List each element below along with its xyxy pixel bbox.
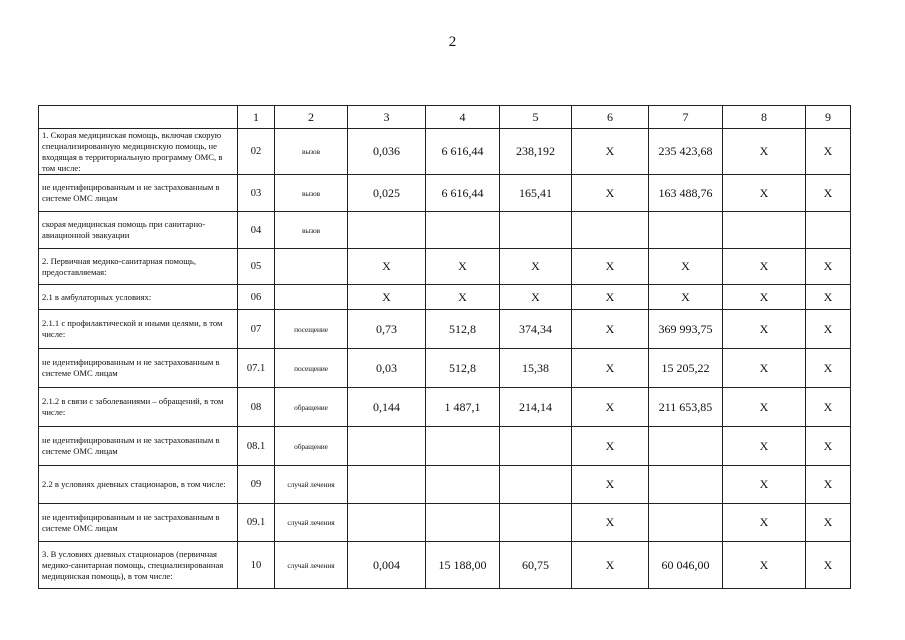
value-cell: 0,025 [348, 175, 426, 212]
value-cell: Х [723, 504, 806, 542]
value-cell: Х [572, 129, 649, 175]
value-cell: Х [572, 310, 649, 349]
table-row [39, 427, 851, 466]
row-code: 06 [238, 285, 275, 310]
row-code: 09 [238, 466, 275, 504]
table-row [39, 542, 851, 589]
row-code: 05 [238, 249, 275, 285]
row-code: 07 [238, 310, 275, 349]
table-row [39, 129, 851, 175]
value-cell: 15,38 [500, 349, 572, 388]
unit-of-measure [275, 285, 348, 310]
row-label: не идентифицированным и не застрахованным в системе ОМС лицам [39, 175, 238, 212]
value-cell: Х [426, 285, 500, 310]
unit-of-measure: вызов [275, 212, 348, 249]
row-code: 08 [238, 388, 275, 427]
value-cell [426, 504, 500, 542]
header-cell: 9 [806, 106, 851, 129]
value-cell: Х [723, 542, 806, 589]
value-cell: 214,14 [500, 388, 572, 427]
value-cell: 60 046,00 [649, 542, 723, 589]
table-row [39, 285, 851, 310]
header-cell: 5 [500, 106, 572, 129]
value-cell: 369 993,75 [649, 310, 723, 349]
value-cell: Х [572, 542, 649, 589]
value-cell: Х [572, 175, 649, 212]
value-cell: Х [572, 349, 649, 388]
value-cell: 0,036 [348, 129, 426, 175]
row-code: 07.1 [238, 349, 275, 388]
value-cell [806, 212, 851, 249]
value-cell: 15 205,22 [649, 349, 723, 388]
value-cell: Х [572, 427, 649, 466]
value-cell [649, 427, 723, 466]
value-cell: Х [806, 285, 851, 310]
value-cell: Х [572, 285, 649, 310]
table-row [39, 175, 851, 212]
value-cell: Х [806, 542, 851, 589]
value-cell [500, 427, 572, 466]
value-cell: Х [348, 285, 426, 310]
header-cell [39, 106, 238, 129]
value-cell: 15 188,00 [426, 542, 500, 589]
value-cell: Х [723, 129, 806, 175]
unit-of-measure: посещение [275, 310, 348, 349]
value-cell: 211 653,85 [649, 388, 723, 427]
value-cell: 0,004 [348, 542, 426, 589]
header-row [39, 106, 851, 129]
value-cell: Х [426, 249, 500, 285]
header-cell: 3 [348, 106, 426, 129]
value-cell [426, 466, 500, 504]
value-cell: Х [723, 175, 806, 212]
unit-of-measure: вызов [275, 175, 348, 212]
value-cell: 512,8 [426, 310, 500, 349]
table-row [39, 310, 851, 349]
value-cell: 163 488,76 [649, 175, 723, 212]
row-code: 09.1 [238, 504, 275, 542]
value-cell: Х [806, 349, 851, 388]
value-cell [500, 504, 572, 542]
value-cell [723, 212, 806, 249]
page-number: 2 [448, 34, 457, 50]
unit-of-measure [275, 249, 348, 285]
table-row [39, 466, 851, 504]
value-cell: 512,8 [426, 349, 500, 388]
unit-of-measure: случай лечения [275, 504, 348, 542]
value-cell [348, 212, 426, 249]
row-label: 2.1 в амбулаторных условиях: [39, 285, 238, 310]
value-cell [649, 504, 723, 542]
value-cell: 0,03 [348, 349, 426, 388]
row-label: не идентифицированным и не застрахованным в системе ОМС лицам [39, 504, 238, 542]
value-cell: Х [572, 249, 649, 285]
unit-of-measure: посещение [275, 349, 348, 388]
table-row [39, 388, 851, 427]
value-cell: 0,73 [348, 310, 426, 349]
value-cell: Х [649, 249, 723, 285]
value-cell: Х [806, 504, 851, 542]
row-code: 04 [238, 212, 275, 249]
value-cell [426, 427, 500, 466]
row-code: 08.1 [238, 427, 275, 466]
value-cell: Х [572, 504, 649, 542]
value-cell [649, 212, 723, 249]
unit-of-measure: случай лечения [275, 466, 348, 504]
value-cell [348, 466, 426, 504]
unit-of-measure: обращение [275, 388, 348, 427]
row-label: не идентифицированным и не застрахованным в системе ОМС лицам [39, 349, 238, 388]
value-cell: Х [806, 427, 851, 466]
value-cell: Х [723, 388, 806, 427]
value-cell: Х [723, 249, 806, 285]
row-label: 1. Скорая медицинская помощь, включая скорую специализированную медицинскую помощь, не входящая в территориальную программу ОМС, в том числе: [39, 129, 238, 175]
table-row [39, 212, 851, 249]
table-row [39, 349, 851, 388]
header-cell: 4 [426, 106, 500, 129]
value-cell: Х [806, 466, 851, 504]
value-cell: Х [649, 285, 723, 310]
value-cell: 6 616,44 [426, 175, 500, 212]
value-cell [500, 466, 572, 504]
unit-of-measure: случай лечения [275, 542, 348, 589]
data-table [38, 105, 851, 589]
value-cell: Х [806, 249, 851, 285]
value-cell: Х [723, 466, 806, 504]
row-label: скорая медицинская помощь при санитарно-авиационной эвакуации [39, 212, 238, 249]
row-label: 2.1.2 в связи с заболеваниями – обращений, в том числе: [39, 388, 238, 427]
value-cell: 165,41 [500, 175, 572, 212]
value-cell [348, 504, 426, 542]
value-cell: 1 487,1 [426, 388, 500, 427]
value-cell: Х [572, 388, 649, 427]
value-cell: Х [806, 129, 851, 175]
value-cell [500, 212, 572, 249]
value-cell: Х [348, 249, 426, 285]
value-cell [572, 212, 649, 249]
table-row [39, 504, 851, 542]
row-label: 3. В условиях дневных стационаров (первичная медико-санитарная помощь, специализированная медицинская помощь), в том числе: [39, 542, 238, 589]
value-cell: 238,192 [500, 129, 572, 175]
header-cell: 1 [238, 106, 275, 129]
header-cell: 8 [723, 106, 806, 129]
value-cell: Х [806, 388, 851, 427]
row-code: 02 [238, 129, 275, 175]
table-row [39, 249, 851, 285]
value-cell [348, 427, 426, 466]
row-code: 10 [238, 542, 275, 589]
header-cell: 2 [275, 106, 348, 129]
value-cell: Х [806, 310, 851, 349]
value-cell: Х [500, 249, 572, 285]
value-cell: Х [500, 285, 572, 310]
value-cell: Х [723, 285, 806, 310]
value-cell [649, 466, 723, 504]
row-code: 03 [238, 175, 275, 212]
value-cell: Х [806, 175, 851, 212]
table-body [39, 106, 851, 589]
row-label: 2.2 в условиях дневных стационаров, в том числе: [39, 466, 238, 504]
value-cell: Х [723, 427, 806, 466]
value-cell: Х [572, 466, 649, 504]
unit-of-measure: вызов [275, 129, 348, 175]
value-cell: Х [723, 310, 806, 349]
unit-of-measure: обращение [275, 427, 348, 466]
value-cell [426, 212, 500, 249]
row-label: не идентифицированным и не застрахованным в системе ОМС лицам [39, 427, 238, 466]
header-cell: 6 [572, 106, 649, 129]
value-cell: Х [723, 349, 806, 388]
value-cell: 60,75 [500, 542, 572, 589]
value-cell: 374,34 [500, 310, 572, 349]
header-cell: 7 [649, 106, 723, 129]
value-cell: 6 616,44 [426, 129, 500, 175]
row-label: 2. Первичная медико-санитарная помощь, предоставляемая: [39, 249, 238, 285]
row-label: 2.1.1 с профилактической и иными целями, в том числе: [39, 310, 238, 349]
value-cell: 0,144 [348, 388, 426, 427]
value-cell: 235 423,68 [649, 129, 723, 175]
